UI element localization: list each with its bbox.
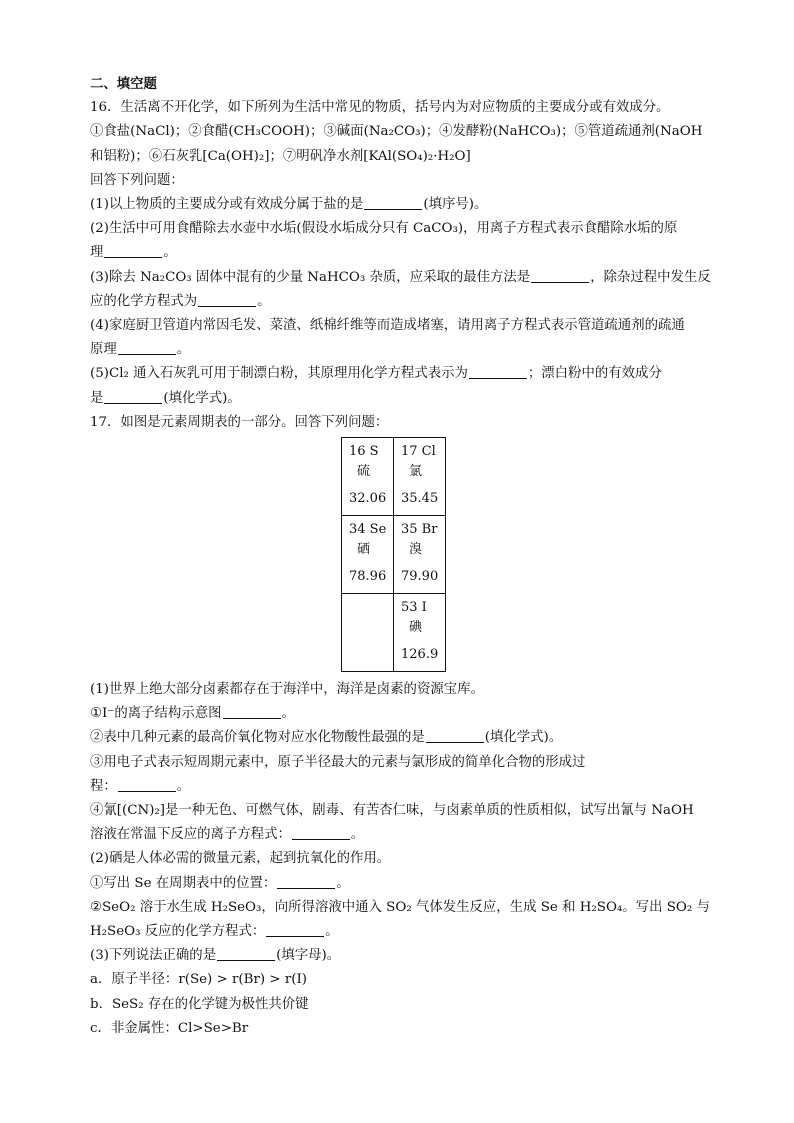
q16-part5-line1: (5)Cl₂ 通入石灰乳可用于制漂白粉，其原理用化学方程式表示为 ；漂白粉中的有效成分 — [90, 366, 662, 382]
section-title: 二、填空题 — [90, 76, 157, 92]
answer-blank[interactable] — [223, 704, 281, 719]
q17-sub1-item4-line2: 溶液在常温下反应的离子方程式： 。 — [90, 827, 365, 843]
q17-intro: 17．如图是元素周期表的一部分。回答下列问题： — [90, 414, 389, 430]
answer-blank[interactable] — [266, 922, 324, 937]
q16-part4-line2: 原理 。 — [90, 342, 191, 358]
answer-blank[interactable] — [198, 292, 256, 307]
answer-blank[interactable] — [531, 268, 589, 283]
q16-items-line1: ①食盐(NaCl)；②食醋(CH₃COOH)；③碱面(Na₂CO₃)；④发酵粉(NaHCO₃)；⑤管道疏通剂(NaOH — [90, 124, 703, 140]
q17-option-b: b．SeS₂ 存在的化学键为极性共价键 — [90, 996, 309, 1012]
q16-intro: 16．生活离不开化学，如下所列为生活中常见的物质，括号内为对应物质的主要成分或有效成分。 — [90, 100, 670, 116]
q16-items-line2: 和铝粉)；⑥石灰乳[Ca(OH)₂]；⑦明矾净水剂[KAl(SO₄)₂·H₂O] — [90, 148, 471, 164]
element-cell-cl: 17 Cl 氯 35.45 — [394, 438, 446, 516]
answer-blank[interactable] — [292, 825, 350, 840]
answer-blank[interactable] — [118, 777, 176, 792]
q17-sub3: (3)下列说法正确的是 (填字母)。 — [90, 948, 341, 964]
element-cell-se: 34 Se 硒 78.96 — [342, 516, 394, 594]
element-cell-i: 53 I 碘 126.9 — [394, 594, 446, 672]
q17-sub1-item3-line1: ③用电子式表示短周期元素中，原子半径最大的元素与氯形成的简单化合物的形成过 — [90, 754, 586, 770]
q17-option-a: a．原子半径：r(Se) > r(Br) > r(I) — [90, 972, 307, 988]
answer-blank[interactable] — [217, 946, 275, 961]
q17-sub1-item2: ②表中几种元素的最高价氧化物对应水化物酸性最强的是 (填化学式)。 — [90, 730, 563, 746]
answer-blank[interactable] — [277, 874, 335, 889]
q17-sub1-item4-line1: ④氰[(CN)₂]是一种无色、可燃气体，剧毒、有苦杏仁味，与卤素单质的性质相似，试写出氰与 NaOH — [90, 803, 694, 819]
element-cell-s: 16 S 硫 32.06 — [342, 438, 394, 516]
q17-option-c: c．非金属性：Cl>Se>Br — [90, 1020, 249, 1036]
answer-blank[interactable] — [118, 340, 176, 355]
answer-blank[interactable] — [364, 195, 422, 210]
q16-part1: (1)以上物质的主要成分或有效成分属于盐的是 (填序号)。 — [90, 197, 488, 213]
element-cell-empty — [342, 594, 394, 672]
answer-blank[interactable] — [426, 728, 484, 743]
q17-sub2-item2-line1: ②SeO₂ 溶于水生成 H₂SeO₃，向所得溶液中通入 SO₂ 气体发生反应，生成 Se 和 H₂SO₄。写出 SO₂ 与 — [90, 899, 710, 915]
q16-part2-line1: (2)生活中可用食醋除去水壶中水垢(假设水垢成分只有 CaCO₃)，用离子方程式表示食醋除水垢的原 — [90, 221, 678, 237]
q17-sub2: (2)硒是人体必需的微量元素，起到抗氧化的作用。 — [90, 851, 391, 867]
q16-part4-line1: (4)家庭厨卫管道内常因毛发、菜渣、纸棉纤维等而造成堵塞，请用离子方程式表示管道疏通剂的疏通 — [90, 318, 685, 334]
answer-blank[interactable] — [469, 364, 527, 379]
periodic-table-fragment — [341, 437, 446, 672]
answer-blank[interactable] — [104, 389, 162, 404]
q16-prompt: 回答下列问题： — [90, 172, 184, 188]
q17-sub1-item3-line2: 程： 。 — [90, 778, 191, 794]
q17-sub2-item2-line2: H₂SeO₃ 反应的化学方程式： 。 — [90, 924, 339, 940]
answer-blank[interactable] — [104, 243, 162, 258]
q16-part3-line2: 应的化学方程式为 。 — [90, 293, 271, 309]
q16-part2-line2: 理 。 — [90, 245, 177, 261]
q17-sub1: (1)世界上绝大部分卤素都存在于海洋中，海洋是卤素的资源宝库。 — [90, 682, 484, 698]
q17-sub2-item1: ①写出 Se 在周期表中的位置： 。 — [90, 875, 350, 891]
q16-part3-line1: (3)除去 Na₂CO₃ 固体中混有的少量 NaHCO₃ 杂质，应采取的最佳方法是 ，除杂过程中发生反 — [90, 269, 711, 285]
element-cell-br: 35 Br 溴 79.90 — [394, 516, 446, 594]
exam-page — [90, 72, 711, 1041]
q16-part5-line2: 是 (填化学式)。 — [90, 390, 241, 406]
q17-sub1-item1: ①I⁻的离子结构示意图 。 — [90, 706, 295, 722]
